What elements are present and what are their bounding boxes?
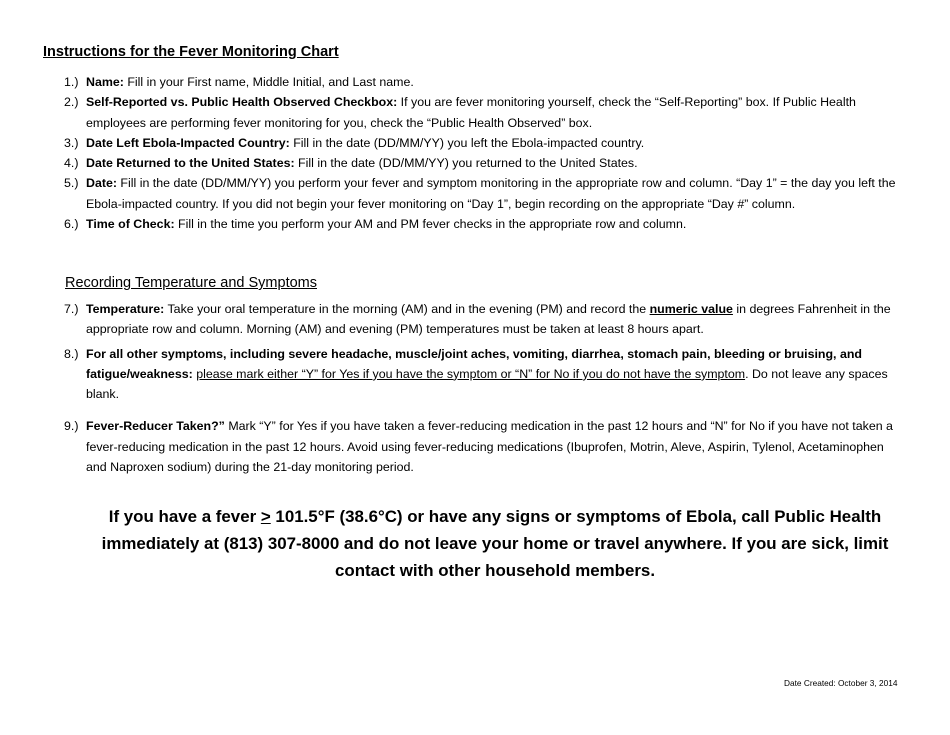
item-text: Fill in the date (DD/MM/YY) you perform your fever and symptom monitoring in the appropriate row and column. “Day 1” = the day you left the Ebola-impacted country. If you did not begin your fever monitoring on “Day 1”, begin recording on the appropriate “Day #” column. xyxy=(86,176,896,211)
item-text: . Do not leave any spaces blank. xyxy=(86,366,888,402)
symptoms-list xyxy=(0,299,950,477)
underlined-instruction: please mark either “Y” for Yes if you have the symptom or “N” for No if you do not have the symptom xyxy=(196,366,746,381)
list-item: 1.) Name: Fill in your First name, Middle Initial, and Last name. xyxy=(64,75,414,89)
item-text: Fill in the date (DD/MM/YY) you left the Ebola-impacted country. xyxy=(289,135,645,150)
item-label: Date Returned to the United States: xyxy=(86,156,295,171)
page-title: Instructions for the Fever Monitoring Chart xyxy=(43,44,339,60)
list-item: 3.) Date Left Ebola-Impacted Country: Fill in the date (DD/MM/YY) you left the Ebola-impacted country. xyxy=(64,135,645,150)
greater-equal-symbol: > xyxy=(260,507,271,526)
item-text: Fill in your First name, Middle Initial, and Last name. xyxy=(123,75,414,89)
instructions-list xyxy=(0,72,950,234)
item-label: Self-Reported vs. Public Health Observed Checkbox: xyxy=(86,95,398,110)
section-heading: Recording Temperature and Symptoms xyxy=(65,275,317,291)
item-text: Fill in the date (DD/MM/YY) you returned to the United States. xyxy=(294,156,638,171)
item-text: Mark “Y” for Yes if you have taken a fever-reducing medication in the past 12 hours and “N” for No if you have not taken a fever-reducing medication in the past 12 hours. Avoid using fever-reducing medications (Ibuprofen, Motrin, Aleve, Aspirin, Tylenol, Acetaminophen and Naproxen sodium) during the 21-day monitoring period. xyxy=(86,419,893,475)
item-text: Take your oral temperature in the morning (AM) and in the evening (PM) and record the xyxy=(164,302,650,316)
item-label: For all other symptoms, including severe headache, muscle/joint aches, vomiting, diarrhea, stomach pain, bleeding or bruising, and fatigue/weakness: xyxy=(86,346,862,381)
list-item: 7.) Temperature: Take your oral temperature in the morning (AM) and in the evening (PM) and record the numeric value in degrees Fahrenheit in the appropriate row and column. Morning (AM) and evening (PM) temperatures must be taken at least 8 hours apart. xyxy=(64,302,891,337)
fever-warning-callout: If you have a fever > 101.5°F (38.6°C) or have any signs or symptoms of Ebola, call Public Health immediately at (813) 307-8000 and do not leave your home or travel anywhere. If you are sick, limit contact with other household members. xyxy=(101,507,889,580)
list-item: 2.) Self-Reported vs. Public Health Observed Checkbox: If you are fever monitoring yourself, check the “Self-Reporting” box. If Public Health employees are performing fever monitoring for you, check the “Public Health Observed” box. xyxy=(64,95,856,130)
item-label: Name: xyxy=(86,75,124,89)
item-label: Date Left Ebola-Impacted Country: xyxy=(86,135,290,150)
item-text: If you are fever monitoring yourself, check the “Self-Reporting” box. If Public Health employees are performing fever monitoring for you, check the “Public Health Observed” box. xyxy=(86,95,856,130)
list-item: 4.) Date Returned to the United States: Fill in the date (DD/MM/YY) you returned to the United States. xyxy=(64,156,638,171)
list-item: 8.) For all other symptoms, including severe headache, muscle/joint aches, vomiting, diarrhea, stomach pain, bleeding or bruising, and fatigue/weakness: please mark either “Y” for Yes if you have the symptom or “N” for No if you do not have the symptom. Do not leave any spaces blank. xyxy=(64,346,888,402)
item-label: Temperature: xyxy=(86,302,165,316)
item-label: Date: xyxy=(86,176,117,191)
item-label: Time of Check: xyxy=(86,217,175,232)
list-item: 5.) Date: Fill in the date (DD/MM/YY) you perform your fever and symptom monitoring in the appropriate row and column. “Day 1” = the day you left the Ebola-impacted country. If you did not begin your fever monitoring on “Day 1”, begin recording on the appropriate “Day #” column. xyxy=(64,176,896,211)
item-text: in degrees Fahrenheit in the appropriate row and column. Morning (AM) and evening (PM) temperatures must be taken at least 8 hours apart. xyxy=(86,302,891,337)
list-item: 9.) Fever-Reducer Taken?” Mark “Y” for Yes if you have taken a fever-reducing medication in the past 12 hours and “N” for No if you have not taken a fever-reducing medication in the past 12 hours. Avoid using fever-reducing medications (Ibuprofen, Motrin, Aleve, Aspirin, Tylenol, Acetaminophen and Naproxen sodium) during the 21-day monitoring period. xyxy=(64,419,893,475)
list-item: 6.) Time of Check: Fill in the time you perform your AM and PM fever checks in the appropriate row and column. xyxy=(64,217,687,232)
item-text: Fill in the time you perform your AM and PM fever checks in the appropriate row and column. xyxy=(174,217,687,232)
emphasis-text: numeric value xyxy=(649,302,733,316)
item-label: Fever-Reducer Taken?” xyxy=(86,419,225,434)
date-created: Date Created: October 3, 2014 xyxy=(784,678,898,688)
